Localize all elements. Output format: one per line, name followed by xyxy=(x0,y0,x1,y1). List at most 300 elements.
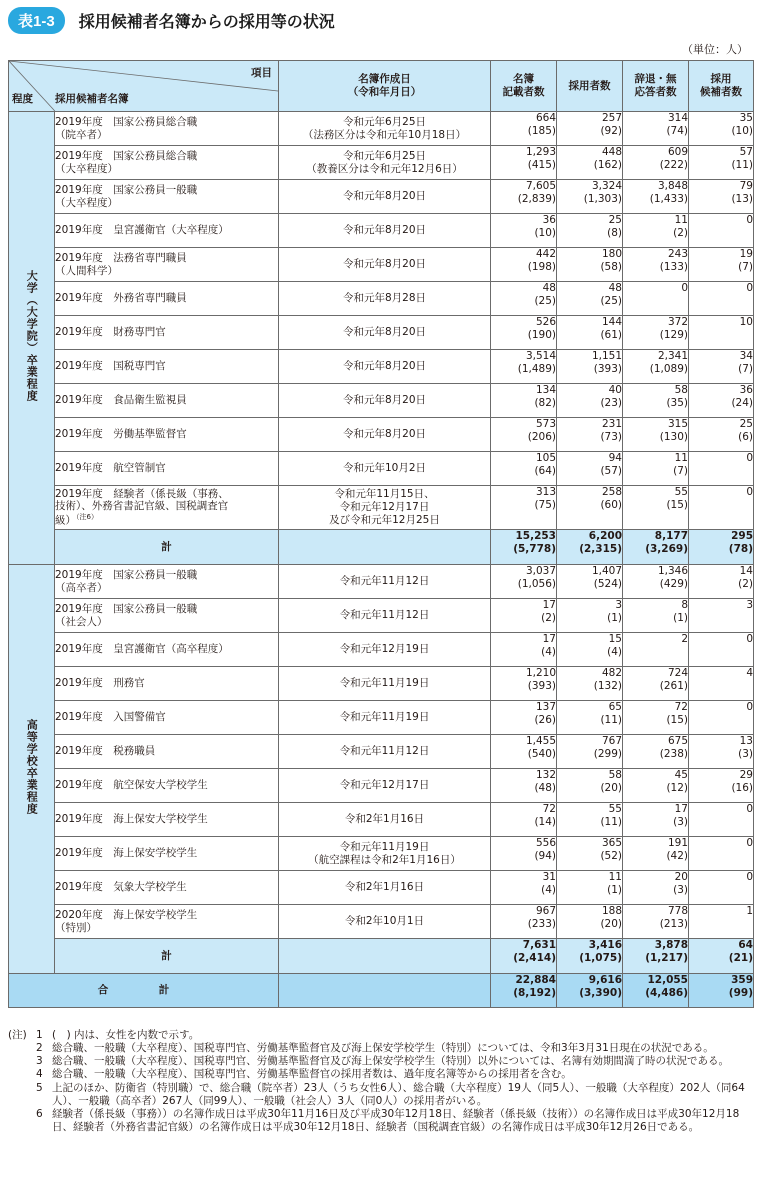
hiring-table xyxy=(8,60,754,1008)
cell-line: 132 xyxy=(535,769,556,781)
reg-cell xyxy=(491,667,557,701)
note-prefix: (注) xyxy=(8,1029,27,1041)
cell-line: 526 xyxy=(535,316,556,328)
table-row xyxy=(9,735,754,769)
reg-cell xyxy=(491,486,557,530)
cell-line: 144 xyxy=(601,316,622,328)
cand-cell xyxy=(689,565,754,599)
cell-line: 482 xyxy=(601,667,622,679)
cell-line: (2,839) xyxy=(517,192,556,205)
cell-line: 1,293 xyxy=(525,146,556,158)
hired-cell xyxy=(557,316,623,350)
subtotal-row xyxy=(9,530,754,565)
list-name-cell xyxy=(55,350,279,384)
cell-line: (130) xyxy=(659,430,688,443)
date-cell xyxy=(279,667,491,701)
date-cell xyxy=(279,599,491,633)
subtotal-label: 計 xyxy=(55,530,279,565)
cell-line: 967 xyxy=(535,905,556,917)
list-name-cell xyxy=(55,112,279,146)
cell-line: (1) xyxy=(607,883,622,896)
cell-line: 3,514 xyxy=(525,350,556,362)
dec-cell xyxy=(623,803,689,837)
table-row xyxy=(9,316,754,350)
subtotal-reg xyxy=(491,530,557,565)
cell-line: (261) xyxy=(659,679,688,692)
table-row xyxy=(9,112,754,146)
cell-line: 2019年度 航空保安大学校学生 xyxy=(55,779,208,792)
grand-total-hired xyxy=(557,974,623,1008)
reg-cell xyxy=(491,905,557,939)
hired-cell xyxy=(557,905,623,939)
date-cell xyxy=(279,418,491,452)
cell-line: (23) xyxy=(600,396,622,409)
cell-line: 6,200 xyxy=(588,530,622,542)
cand-cell xyxy=(689,701,754,735)
cell-line: 令和元年11月19日 xyxy=(339,840,430,853)
cell-line: 9,616 xyxy=(588,974,622,986)
cell-line: (1,056) xyxy=(517,577,556,590)
cell-line: (198) xyxy=(527,260,556,273)
cell-line: 64 xyxy=(738,939,753,951)
date-cell xyxy=(279,905,491,939)
list-name-cell xyxy=(55,769,279,803)
hired-cell xyxy=(557,871,623,905)
cell-line: 2019年度 気象大学校学生 xyxy=(55,881,187,894)
cell-line: (11) xyxy=(600,815,622,828)
cell-line: （大卒程度） xyxy=(55,196,118,209)
cell-line: 25 xyxy=(739,418,753,430)
note-item xyxy=(8,1082,753,1108)
hired-cell xyxy=(557,701,623,735)
date-cell xyxy=(279,384,491,418)
reg-cell xyxy=(491,282,557,316)
cell-line: 724 xyxy=(667,667,688,679)
cell-line: 2019年度 国家公務員一般職 xyxy=(55,568,198,581)
date-cell xyxy=(279,769,491,803)
cell-line: 48 xyxy=(608,282,622,294)
cell-line: 3,324 xyxy=(591,180,622,192)
cell-line: (2) xyxy=(673,226,688,239)
cell-line: 11 xyxy=(674,452,688,464)
cell-line: 2019年度 国家公務員一般職 xyxy=(55,602,198,615)
cell-line: 令和元年11月12日 xyxy=(339,575,430,588)
hired-cell xyxy=(557,418,623,452)
cell-line: (2) xyxy=(541,611,556,624)
cell-line: (1,489) xyxy=(517,362,556,375)
cell-line: 2020年度 海上保安学校学生 xyxy=(55,908,198,921)
cell-line: （教養区分は令和元年12月6日） xyxy=(306,162,463,175)
cell-line: 55 xyxy=(674,486,688,498)
table-header xyxy=(8,6,335,34)
cell-line: 1,455 xyxy=(525,735,556,747)
hired-cell xyxy=(557,599,623,633)
table-row xyxy=(9,350,754,384)
cell-line: 25 xyxy=(608,214,622,226)
list-name-cell xyxy=(55,452,279,486)
cell-line: 0 xyxy=(746,452,753,464)
cell-line: (7) xyxy=(673,464,688,477)
cand-cell xyxy=(689,735,754,769)
dec-cell xyxy=(623,146,689,180)
dec-cell xyxy=(623,667,689,701)
cell-line: （高卒者） xyxy=(55,581,108,594)
cell-line: 17 xyxy=(542,633,556,645)
list-name-cell xyxy=(55,486,279,530)
cell-line: 137 xyxy=(535,701,556,713)
cell-line: 令和元年6月25日 xyxy=(342,115,427,128)
note-item xyxy=(8,1108,753,1134)
grand-total-row xyxy=(9,974,754,1008)
list-name-cell xyxy=(55,282,279,316)
cell-line: (24) xyxy=(731,396,753,409)
cell-line: 40 xyxy=(608,384,622,396)
note-number: 6 xyxy=(36,1107,43,1120)
dec-cell xyxy=(623,633,689,667)
cell-line: 令和元年8月20日 xyxy=(342,326,427,339)
note-text: ( ) 内は、女性を内数で示す。 xyxy=(52,1029,200,1041)
subtotal-blank xyxy=(279,530,491,565)
cell-line: 4 xyxy=(746,667,753,679)
cell-line: (74) xyxy=(666,124,688,137)
level-cell xyxy=(9,565,55,974)
cell-line: 31 xyxy=(542,871,556,883)
list-name-cell xyxy=(55,905,279,939)
cell-line: (5,778) xyxy=(513,542,556,555)
cell-line: 令和元年8月20日 xyxy=(342,360,427,373)
cell-line: 2019年度 法務省専門職員 xyxy=(55,251,187,264)
cell-line: 36 xyxy=(542,214,556,226)
cell-line: 令和元年8月20日 xyxy=(342,190,427,203)
registered-header: 名簿 記載者数 xyxy=(491,61,557,112)
list-name-cell xyxy=(55,871,279,905)
dec-cell xyxy=(623,384,689,418)
note-marker: （注6） xyxy=(76,513,98,522)
cell-line: 0 xyxy=(746,701,753,713)
cell-line: (3) xyxy=(673,815,688,828)
cell-line: 359 xyxy=(731,974,753,986)
table-row xyxy=(9,282,754,316)
cell-line: (3) xyxy=(738,747,753,760)
reg-cell xyxy=(491,803,557,837)
cell-line: 48 xyxy=(542,282,556,294)
dec-cell xyxy=(623,112,689,146)
subtotal-cand xyxy=(689,530,754,565)
reg-cell xyxy=(491,180,557,214)
cell-line: 令和元年6月25日 xyxy=(342,149,427,162)
cell-line: 令和元年8月20日 xyxy=(342,394,427,407)
cell-line: 2019年度 入国警備官 xyxy=(55,711,166,724)
cell-line: (7) xyxy=(738,362,753,375)
cell-line: (429) xyxy=(659,577,688,590)
date-cell xyxy=(279,735,491,769)
dec-cell xyxy=(623,452,689,486)
reg-cell xyxy=(491,599,557,633)
cell-line: 0 xyxy=(746,214,753,226)
cell-line: 13 xyxy=(739,735,753,747)
hired-cell xyxy=(557,112,623,146)
table-row xyxy=(9,248,754,282)
cell-line: (10) xyxy=(534,226,556,239)
cell-line: 1,151 xyxy=(591,350,622,362)
cell-line: 2019年度 国家公務員一般職 xyxy=(55,183,198,196)
grand-total-blank xyxy=(279,974,491,1008)
corner-header xyxy=(9,61,279,112)
cell-line: 313 xyxy=(535,486,556,498)
cell-line: 257 xyxy=(601,112,622,124)
date-cell xyxy=(279,803,491,837)
cell-line: (4,486) xyxy=(645,986,688,999)
hired-cell xyxy=(557,735,623,769)
table-row xyxy=(9,701,754,735)
note-text: 上記のほか、防衛省（特別職）で、総合職（院卒者）23人（うち女性6人）、総合職（大卒程度）19人（同5人）、一般職（大卒程度）202人（同64人）、一般職（高卒者）267人（同99人）、一般職（社会人）3人（同0人）の採用者がいる。 xyxy=(52,1081,745,1107)
cand-cell xyxy=(689,384,754,418)
subtotal-dec xyxy=(623,530,689,565)
cell-line: 72 xyxy=(542,803,556,815)
date-cell xyxy=(279,633,491,667)
cell-line: 573 xyxy=(535,418,556,430)
cell-line: 3,848 xyxy=(657,180,688,192)
cell-line: 767 xyxy=(601,735,622,747)
cell-line: 令和元年8月20日 xyxy=(342,224,427,237)
cell-line: 0 xyxy=(746,633,753,645)
cell-line: 29 xyxy=(739,769,753,781)
cell-line: 57 xyxy=(739,146,753,158)
cell-line: (58) xyxy=(600,260,622,273)
date-cell xyxy=(279,248,491,282)
cell-line: 2019年度 国家公務員総合職 xyxy=(55,115,198,128)
list-name-cell xyxy=(55,146,279,180)
cell-line: (94) xyxy=(534,849,556,862)
cell-line: (222) xyxy=(659,158,688,171)
cell-line: 11 xyxy=(674,214,688,226)
note-item xyxy=(8,1055,753,1068)
list-name-header: 採用候補者名簿 xyxy=(55,93,129,106)
cell-line: 2019年度 国税専門官 xyxy=(55,360,166,373)
cell-line: 675 xyxy=(667,735,688,747)
subtotal-blank xyxy=(279,939,491,974)
dec-cell xyxy=(623,214,689,248)
date-cell xyxy=(279,180,491,214)
dec-cell xyxy=(623,350,689,384)
cell-line: 664 xyxy=(535,112,556,124)
cell-line: (4) xyxy=(541,883,556,896)
date-cell xyxy=(279,350,491,384)
cell-line: 3,878 xyxy=(654,939,688,951)
grand-total-label: 合 計 xyxy=(9,974,279,1008)
cand-cell xyxy=(689,769,754,803)
hired-cell xyxy=(557,452,623,486)
table-number-badge: 表1-3 xyxy=(8,7,65,34)
cell-line: 令和元年8月20日 xyxy=(342,258,427,271)
level-label: 高等学校卒業程度 xyxy=(25,719,39,816)
cell-line: 令和元年12月19日 xyxy=(339,643,430,656)
cell-line: （特別） xyxy=(55,921,97,934)
date-cell xyxy=(279,565,491,599)
list-name-cell xyxy=(55,418,279,452)
cell-line: （法務区分は令和元年10月18日） xyxy=(302,128,467,141)
cell-line: 79 xyxy=(739,180,753,192)
note-text: 総合職、一般職（大卒程度）、国税専門官、労働基準監督官及び海上保安学校学生（特別）については、令和3年3月31日現在の状況である。 xyxy=(52,1042,714,1055)
cell-line: 0 xyxy=(746,871,753,883)
list-name-cell xyxy=(55,316,279,350)
note-prefix xyxy=(8,1082,36,1108)
cell-line: 35 xyxy=(739,112,753,124)
cell-line: (213) xyxy=(659,917,688,930)
grand-total-reg xyxy=(491,974,557,1008)
cell-line: 2019年度 財務専門官 xyxy=(55,326,166,339)
table-row xyxy=(9,769,754,803)
cell-line: 315 xyxy=(667,418,688,430)
table-row xyxy=(9,599,754,633)
cell-line: (78) xyxy=(728,542,753,555)
table-row xyxy=(9,871,754,905)
cand-cell xyxy=(689,248,754,282)
cell-line: 58 xyxy=(674,384,688,396)
subtotal-row xyxy=(9,939,754,974)
cell-line: (185) xyxy=(527,124,556,137)
cell-line: (132) xyxy=(593,679,622,692)
cell-line: 1,210 xyxy=(525,667,556,679)
cell-line: 令和元年11月19日 xyxy=(339,711,430,724)
cell-line: (35) xyxy=(666,396,688,409)
note-prefix xyxy=(8,1055,36,1068)
note-text: 総合職、一般職（大卒程度）、国税専門官、労働基準監督官及び海上保安学校学生（特別）以外については、名簿有効期間満了時の状況である。 xyxy=(52,1055,730,1068)
reg-cell xyxy=(491,701,557,735)
cell-line: (2,414) xyxy=(513,951,556,964)
cell-line: 級）$^{(注6)}$ xyxy=(55,513,98,527)
table-row xyxy=(9,667,754,701)
cell-line: 2019年度 国家公務員総合職 xyxy=(55,149,198,162)
cell-line: 7,631 xyxy=(522,939,556,951)
cand-cell xyxy=(689,486,754,530)
cell-line: 0 xyxy=(746,486,753,498)
cell-line: (540) xyxy=(527,747,556,760)
cell-line: 94 xyxy=(608,452,622,464)
cell-line: 0 xyxy=(746,837,753,849)
date-cell xyxy=(279,214,491,248)
cand-cell xyxy=(689,316,754,350)
cell-line: (8,192) xyxy=(513,986,556,999)
list-name-cell xyxy=(55,633,279,667)
cell-line: 技術）、外務省書記官級、国税調査官 xyxy=(55,500,229,513)
cell-line: (52) xyxy=(600,849,622,862)
date-cell xyxy=(279,282,491,316)
cell-line: (73) xyxy=(600,430,622,443)
cand-cell xyxy=(689,633,754,667)
cell-line: 3,416 xyxy=(588,939,622,951)
cand-cell xyxy=(689,452,754,486)
dec-cell xyxy=(623,248,689,282)
cell-line: (25) xyxy=(600,294,622,307)
cell-line: (15) xyxy=(666,498,688,511)
cell-line: 0 xyxy=(746,803,753,815)
cell-line: 72 xyxy=(674,701,688,713)
table-row xyxy=(9,452,754,486)
cell-line: 22,884 xyxy=(515,974,556,986)
cell-line: (7) xyxy=(738,260,753,273)
cell-line: 17 xyxy=(674,803,688,815)
list-name-cell xyxy=(55,214,279,248)
cell-line: (233) xyxy=(527,917,556,930)
cell-line: （社会人） xyxy=(55,615,108,628)
cell-line: (1,433) xyxy=(649,192,688,205)
reg-cell xyxy=(491,112,557,146)
table-row xyxy=(9,905,754,939)
cell-line: 令和2年10月1日 xyxy=(344,915,425,928)
list-name-cell xyxy=(55,803,279,837)
table-row xyxy=(9,565,754,599)
cell-line: 191 xyxy=(667,837,688,849)
cell-line: 8,177 xyxy=(654,530,688,542)
note-item xyxy=(8,1068,753,1081)
dec-cell xyxy=(623,282,689,316)
date-cell xyxy=(279,112,491,146)
cell-line: 2,341 xyxy=(657,350,688,362)
cell-line: (64) xyxy=(534,464,556,477)
note-number: 1 xyxy=(36,1029,43,1041)
cand-cell xyxy=(689,871,754,905)
cell-line: 8 xyxy=(681,599,688,611)
hired-header: 採用者数 xyxy=(557,61,623,112)
reg-cell xyxy=(491,418,557,452)
list-name-cell xyxy=(55,565,279,599)
cell-line: (57) xyxy=(600,464,622,477)
cell-line: 55 xyxy=(608,803,622,815)
cell-line: 令和元年11月12日 xyxy=(339,609,430,622)
header-row xyxy=(9,61,754,112)
cell-line: (12) xyxy=(666,781,688,794)
cell-line: (8) xyxy=(607,226,622,239)
cell-line: 314 xyxy=(667,112,688,124)
cell-line: (238) xyxy=(659,747,688,760)
list-name-cell xyxy=(55,248,279,282)
level-cell xyxy=(9,112,55,565)
dec-cell xyxy=(623,599,689,633)
cell-line: 45 xyxy=(674,769,688,781)
cell-line: (99) xyxy=(728,986,753,999)
cell-line: 2 xyxy=(681,633,688,645)
cell-line: (14) xyxy=(534,815,556,828)
unit-label: （単位：人） xyxy=(682,43,748,56)
cell-line: (6) xyxy=(738,430,753,443)
hired-cell xyxy=(557,837,623,871)
list-name-cell xyxy=(55,667,279,701)
date-cell xyxy=(279,871,491,905)
cell-line: 1,407 xyxy=(591,565,622,577)
cell-line: 134 xyxy=(535,384,556,396)
dec-cell xyxy=(623,565,689,599)
cell-line: 2019年度 海上保安大学校学生 xyxy=(55,813,208,826)
cell-line: 36 xyxy=(739,384,753,396)
cell-line: 180 xyxy=(601,248,622,260)
reg-cell xyxy=(491,837,557,871)
dec-cell xyxy=(623,316,689,350)
level-header: 程度 xyxy=(12,93,33,106)
list-name-cell xyxy=(55,837,279,871)
cell-line: 2019年度 海上保安学校学生 xyxy=(55,847,198,860)
note-number: 5 xyxy=(36,1081,43,1094)
cell-line: (25) xyxy=(534,294,556,307)
date-cell xyxy=(279,316,491,350)
cell-line: (10) xyxy=(731,124,753,137)
cell-line: 556 xyxy=(535,837,556,849)
diagonal-lines xyxy=(9,61,278,111)
reg-cell xyxy=(491,384,557,418)
cell-line: 105 xyxy=(535,452,556,464)
table-row xyxy=(9,418,754,452)
dec-cell xyxy=(623,735,689,769)
